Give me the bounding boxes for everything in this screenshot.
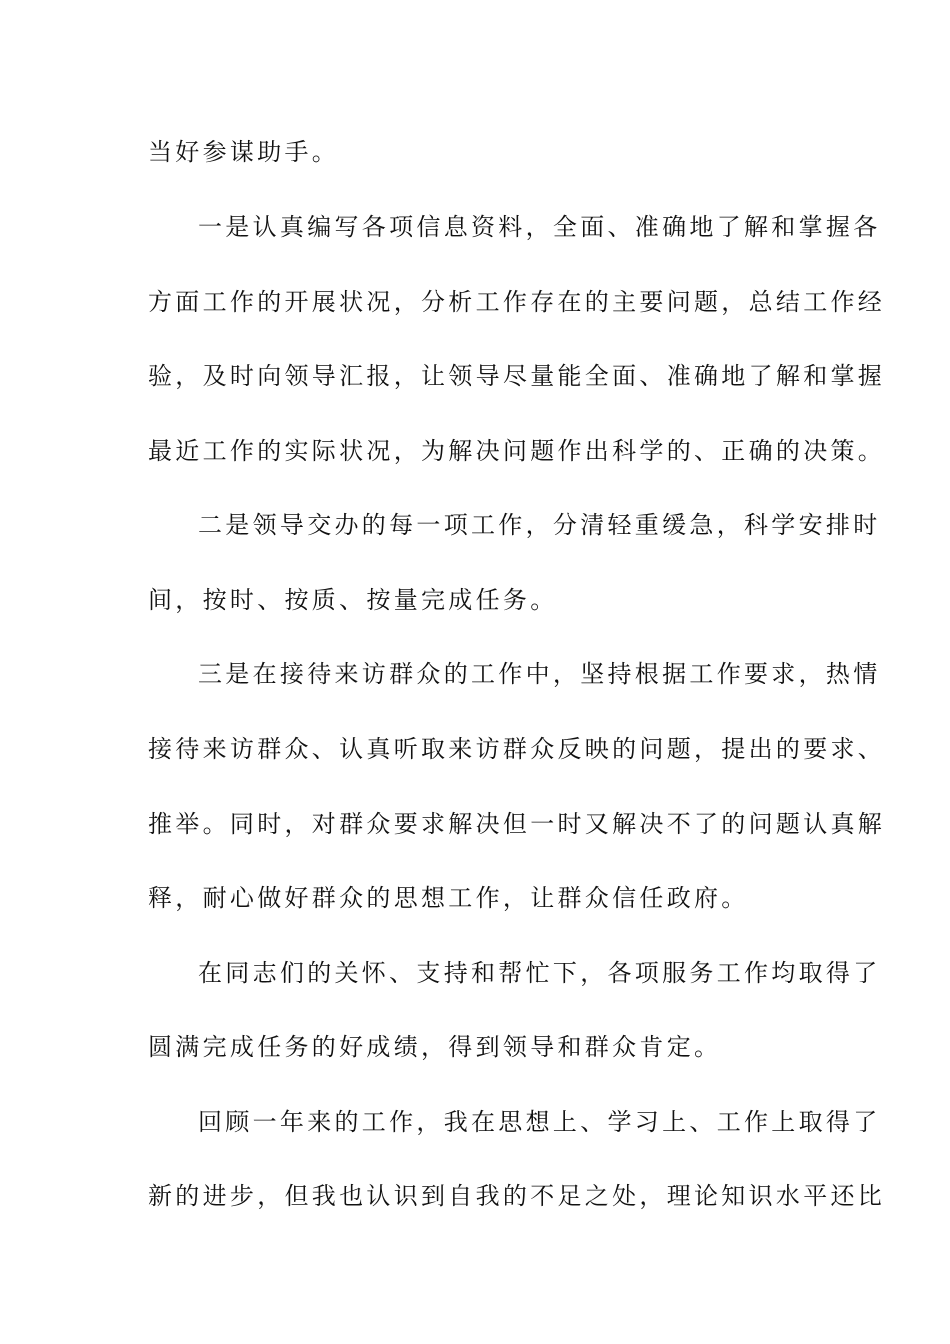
text-line: 释，耐心做好群众的思想工作，让群众信任政府。 — [148, 884, 749, 912]
text-line: 最近工作的实际状况，为解决问题作出科学的、正确的决策。 — [148, 437, 886, 465]
text-line: 圆满完成任务的好成绩，得到领导和群众肯定。 — [148, 1033, 722, 1061]
text-line: 验，及时向领导汇报，让领导尽量能全面、准确地了解和掌握 — [148, 362, 886, 390]
text-line: 一是认真编写各项信息资料，全面、准确地了解和掌握各 — [198, 213, 881, 241]
text-line: 回顾一年来的工作，我在思想上、学习上、工作上取得了 — [198, 1108, 881, 1136]
text-line: 新的进步，但我也认识到自我的不足之处，理论知识水平还比 — [148, 1182, 886, 1210]
text-line: 方面工作的开展状况，分析工作存在的主要问题，总结工作经 — [148, 288, 886, 316]
text-line: 在同志们的关怀、支持和帮忙下，各项服务工作均取得了 — [198, 959, 881, 987]
text-line: 三是在接待来访群众的工作中，坚持根据工作要求，热情 — [198, 660, 881, 688]
text-line: 间，按时、按质、按量完成任务。 — [148, 586, 558, 614]
text-line: 接待来访群众、认真听取来访群众反映的问题，提出的要求、 — [148, 735, 886, 763]
text-line: 二是领导交办的每一项工作，分清轻重缓急，科学安排时 — [198, 511, 881, 539]
text-line: 推举。同时，对群众要求解决但一时又解决不了的问题认真解 — [148, 810, 886, 838]
text-line: 当好参谋助手。 — [148, 138, 340, 166]
